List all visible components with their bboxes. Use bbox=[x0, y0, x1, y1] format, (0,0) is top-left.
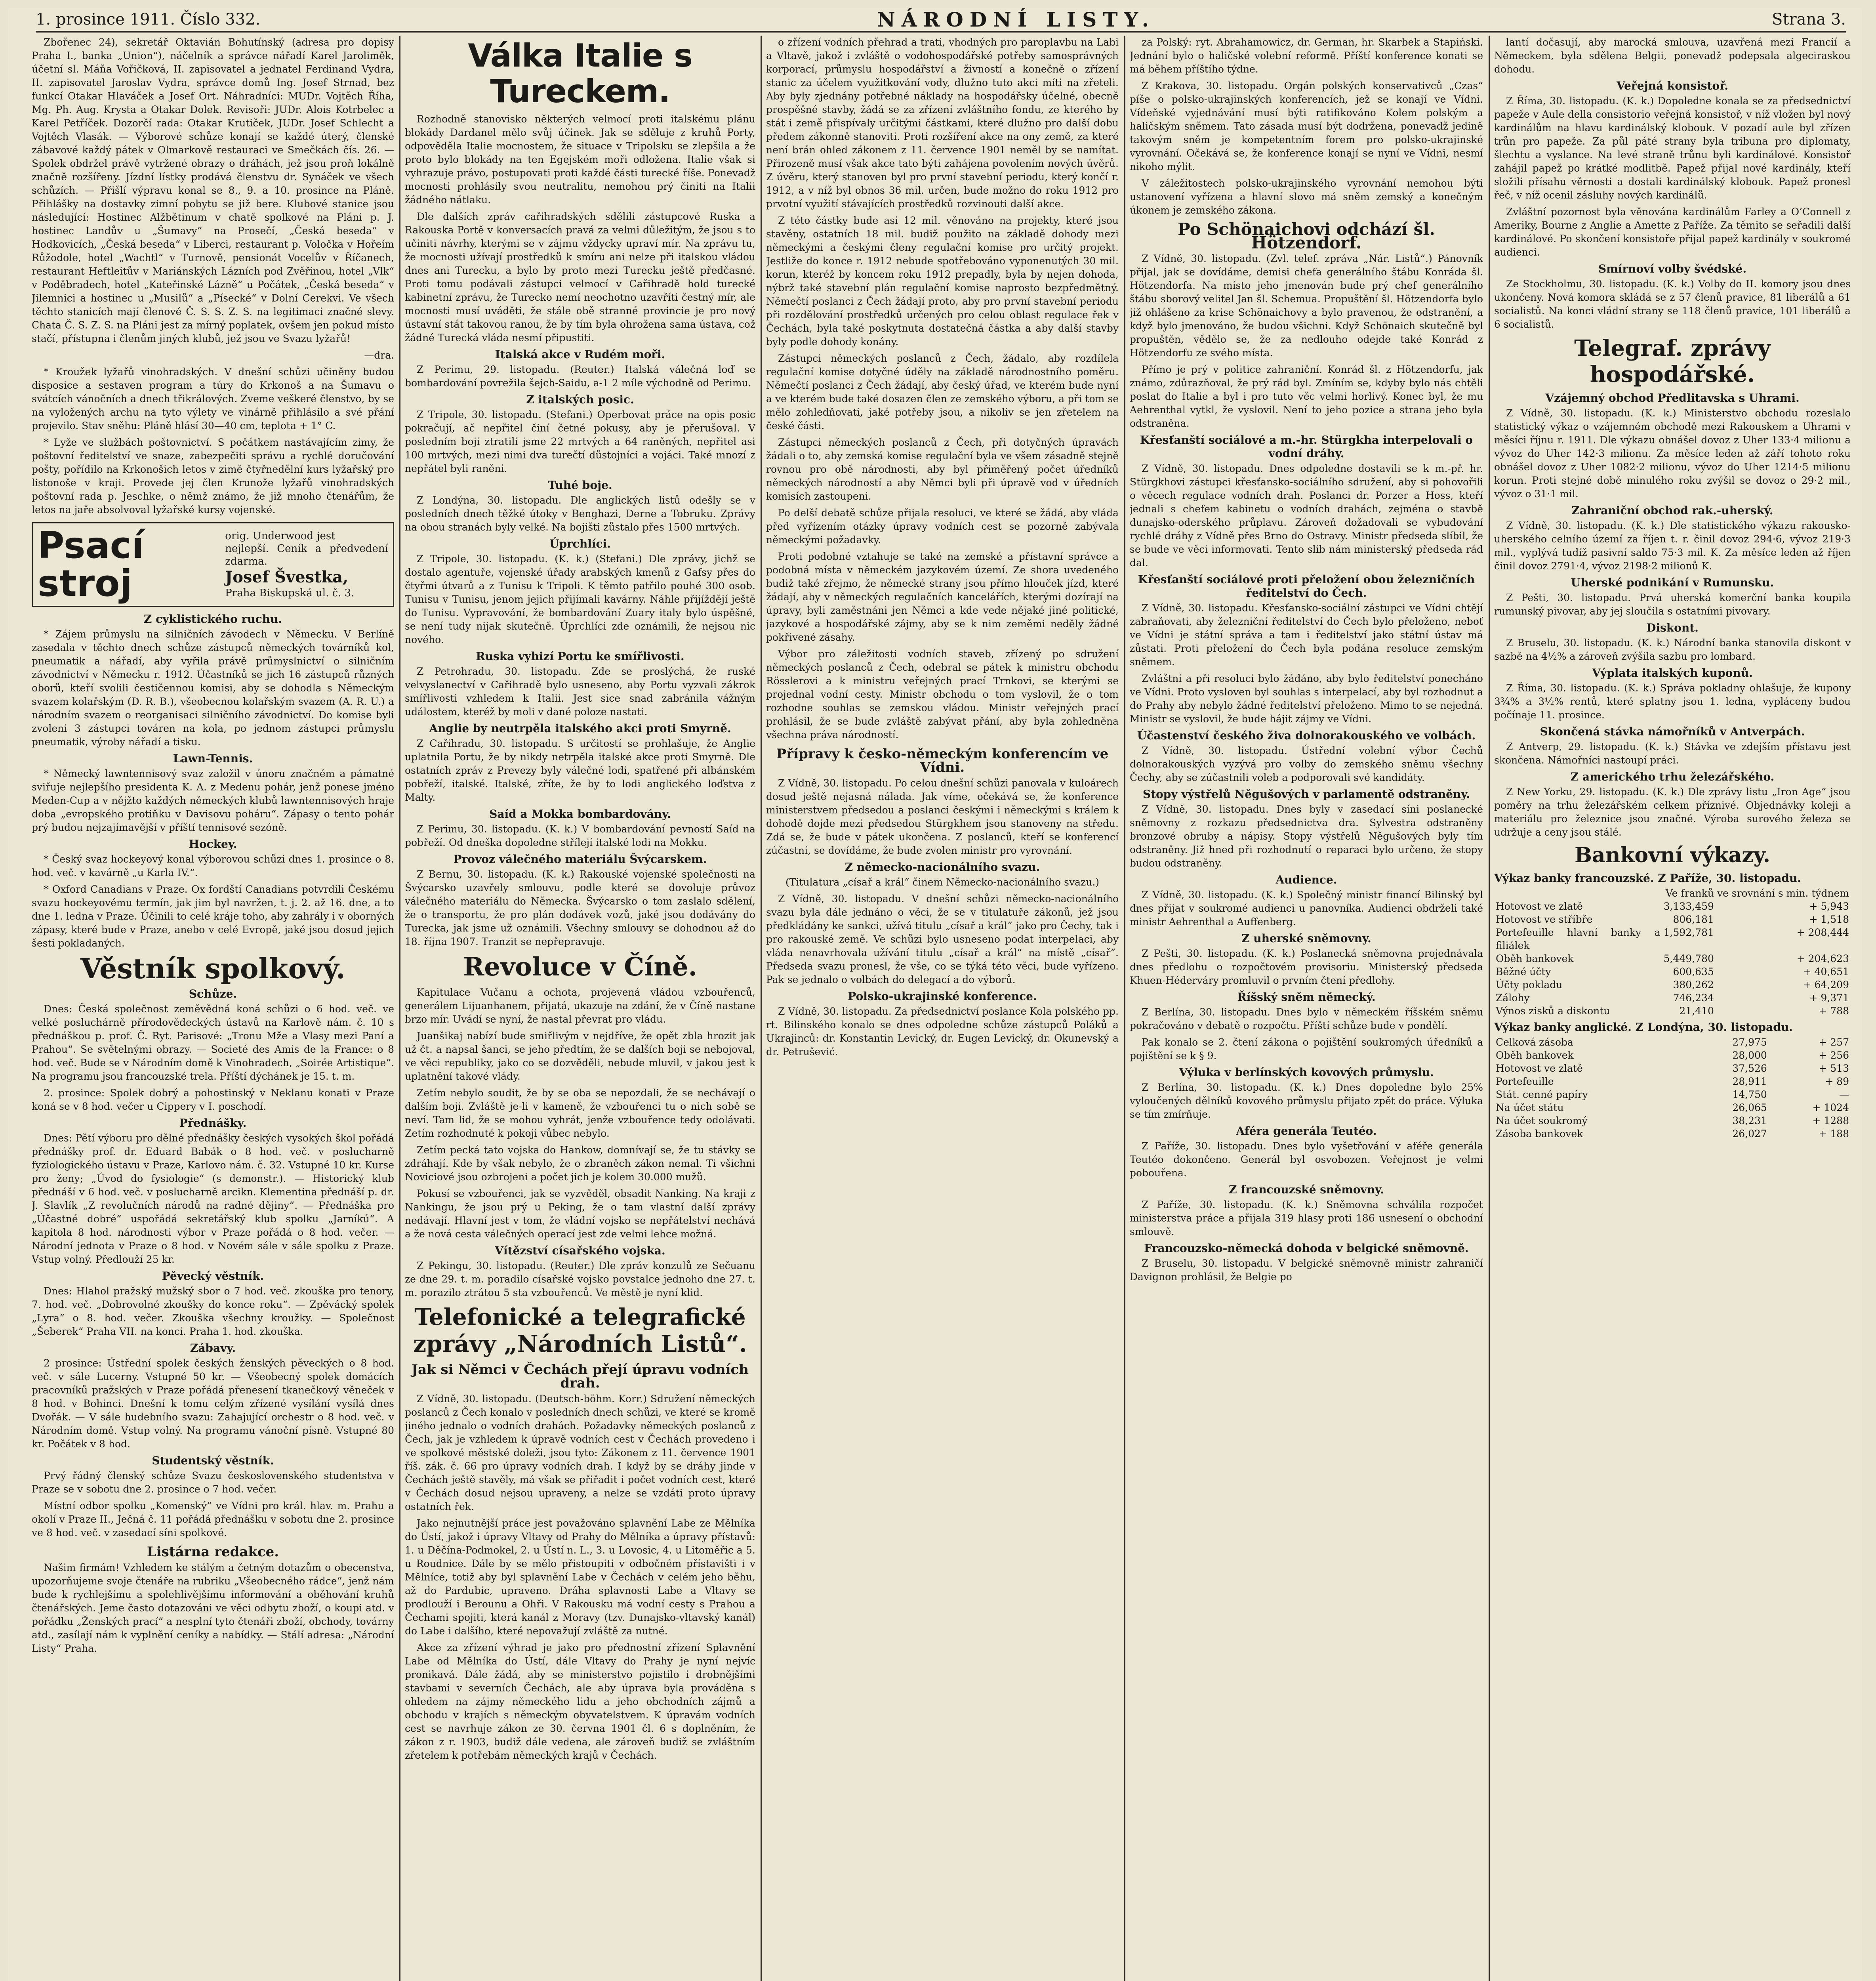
article-text: Zástupci německých poslanců z Čech, při dotyčných úpravách žádali o to, aby zemská komise regulační byla ve všem zásadně stejně rovnou pro obě národnosti, aby byl přiměřený počet úředníků německých národností a aby Němci byli při úpravě vod v úředních komisích zastoupeni. bbox=[766, 437, 1119, 502]
section-heading: Zábavy. bbox=[190, 1342, 236, 1355]
section-heading: Francouzsko-německá dohoda v belgické sněmovně. bbox=[1144, 1242, 1469, 1255]
section-heading: Stopy výstřelů Něgušových v parlamentě odstraněny. bbox=[1142, 788, 1470, 801]
article-text: Z Vídně, 30. listopadu. (K. k.) Ministerstvo obchodu rozeslalo statistický výkaz o vzájemném obchodě mezi Rakouskem a Uhrami v měsíci říjnu r. 1911. Dle výkazu obnášel dovoz z Uher 133·4 milionu a vývoz do Uher 142·3 milionu. Za měsíce leden až září tohoto roku obnášel dovoz z Uher 1082·2 milionu, vývoz do Uher 1214·5 milionu korun. Proti stejné době minulého roku zvýšil se dovoz o 29·2 mil., vývoz o 31·1 mil. bbox=[1494, 407, 1851, 500]
article-text: Z Vídně, 30. listopadu. Za předsednictví poslance Kola polského pp. rt. Bilinského konalo se dnes odpoledne schůze zástupců Poláků a Ukrajinců: dr. Konstantin Levický, dr. Eugen Levický, dr. Okunevský a dr. Petrušević. bbox=[766, 1006, 1119, 1057]
article-text: Z Říma, 30. listopadu. (K. k.) Dopoledne konala se za předsednictví papeže v Aule della consistorio veřejná konsistoř, v níž vložen byl nový kardinálům na hlavu kardinálský klobouk. V pozadí aule byl zřízen trůn pro papeže. Za půl páté strany byla tribuna pro diplomaty, šlechtu a vyslance. Na levé straně trůnu byli kardinálové. Konsistoř zahájil papež po krátké modlitbě. Papež přijal nové kardinály, kteří složili přísahu věrnosti a dostali kardinálský klobouk. Papež pronesl řeč, v níž ocenil zásluhy nových kardinálů. bbox=[1494, 95, 1851, 201]
article-text: Z Paříže, 30. listopadu. Dnes bylo vyšetřování v aféře generála Teutéo dokončeno. Generál byl osvobozen. Veřejnost je velmi pobouřena. bbox=[1130, 1140, 1483, 1179]
column-3 bbox=[766, 36, 1119, 1981]
article-text: 2. prosince: Spolek dobrý a pohostinský v Neklanu konati v Praze koná se v 8 hod. večer u Cippery v I. poschodí. bbox=[32, 1087, 394, 1112]
article-text: Z Tripole, 30. listopadu. (K. k.) (Stefani.) Dle zprávy, jichž se dostalo agentuře, vojenské úřady arabských kmenů z Gafsy přes do čtyřmi útvarů a z Tunisu k Tripoli. K těmto patřilo pouhé 300 osob. Tunisu v Tunisu, jenom jejich přijímali kavárny. Náhle přijíždějí ještě do Tunisu. Vypravování, že bombardování Zuary italy bylo úspěšné, se není tudy nijak skutečně. Úprchlíci zde oznámili, že nejsou nic nového. bbox=[405, 553, 755, 645]
article-text: Z Perimu, 29. listopadu. (Reuter.) Italská válečná loď se bombardování povrežila šejch-Saidu, a-1 2 míle východně od Perimu. bbox=[405, 364, 755, 389]
article-text: V záležitostech polsko-ukrajinského vyrovnání nemohou býti ustanovení vyřízena a hlavní slovo má sněm zemský a konečným úkonem je zemského zákona. bbox=[1130, 177, 1483, 216]
section-heading: Veřejná konsistoř. bbox=[1616, 79, 1729, 92]
section-heading: Výkaz banky anglické. Z Londýna, 30. listopadu. bbox=[1494, 1021, 1793, 1034]
typewriter-ad bbox=[32, 522, 394, 607]
article-signature: —dra. bbox=[364, 349, 394, 361]
article-text: Prvý řádný členský schůze Svazu československého studentstva v Praze se v sobotu dne 2. prosince o 7 hod. večer. bbox=[32, 1470, 394, 1495]
ad-line: orig. Underwood jest bbox=[225, 530, 336, 542]
column-5 bbox=[1494, 36, 1851, 1981]
article-text: Zetím pecká tato vojska do Hankow, domnívají se, že tu stávky se zdráhají. Kde by však nebylo, že o zbraněch zákon nemal. Ti všichni Noviciové jsou ozbrojeni a počet jich je kolem 30.000 mužů. bbox=[405, 1144, 755, 1183]
section-heading: Polsko-ukrajinské konference. bbox=[848, 990, 1037, 1003]
article-text: Rozhodně stanovisko některých velmocí proti italskému plánu blokády Dardanel mělo svůj účinek. Jak se sděluje z kruhů Porty, odpověděla Italie mocnostem, že situace v Tripolsku se zlepšila a že proto bylo blokády na ten Egejském moři odložena. Italie však si vyhrazuje právo, postupovati proti každé části turecké říše. Ponevadž mocnosti prohlásily svou neutralitu, nemohou prý činiti na Italii žádného nátlaku. bbox=[405, 113, 755, 206]
table-row: Zálohy 746,234 + 9,371 bbox=[1496, 992, 1849, 1004]
article-text: Z Bruselu, 30. listopadu. (K. k.) Národní banka stanovila diskont v sazbě na 4½% a zároveň zvýšila sazbu pro lombard. bbox=[1494, 637, 1851, 662]
article-text: Z New Yorku, 29. listopadu. (K. k.) Dle zprávy listu „Iron Age“ jsou poměry na trhu železářském celkem příznivé. Objednávky koleji a materiálu pro železnice jsou značné. Výroba surového železa se udržuje a ceny jsou stálé. bbox=[1494, 786, 1851, 838]
bank-table-england bbox=[1494, 1036, 1851, 1140]
article-text: Z Londýna, 30. listopadu. Dle anglických listů odešly se v posledních dnech těžké útoky v Benghazi, Derne a Tobruku. Zprávy na obou stranách byly velké. Na bojišti zůstalo přes 1500 mrtvých. bbox=[405, 494, 755, 533]
table-header: Ve franků bbox=[1665, 887, 1714, 899]
section-heading: Zahraniční obchod rak.-uherský. bbox=[1571, 504, 1773, 517]
section-heading: Studentský věstník. bbox=[152, 1454, 274, 1467]
section-heading: Z německo-nacionálního svazu. bbox=[845, 861, 1040, 874]
section-heading: Schůze. bbox=[189, 987, 237, 1000]
article-text: Dnes: Pětí výboru pro dělné přednášky českých vysokých škol pořádá přednášky prof. dr. Eduard Babák o 8 hod. več. v poslucharně fyziologického ústavu v Praze, Karlovo nám. č. 32. Vstupné 10 kr. Kurse pro ženy; „Úvod do fysiologie“ (s demonstr.). — Historický klub přednáší v 6 hod. več. v poslucharně arcikn. Klementina přednáší p. dr. J. Slavlík „Z revolučních národů na radné dějiny“. — Přednáška pro „Účastné dobré“ uspořádá sekretářský klub spolku „Jarníkú“. A kapitola 8 hod. národnosti výbor v Praze pořádá o 8 hod. večer. — Národní jednota v Praze o 8 hod. v Novém sále v sále spolku z Praze. Vstup volný. Předlouží 25 kr. bbox=[32, 1132, 394, 1265]
article-text: Z této částky bude asi 12 mil. věnováno na projekty, které jsou stavěny, ostatních 18 mil. budiž použito na základě dohody mezi německými a českými členy regulační komise pro určitý projekt. Jestliže do konce r. 1912 nebude spotřebováno vyponenutých 30 mil. korun, kteréž by koncem roku 1912 prepadly, byla by nejen dohoda, nýbrž také stavební plán regulační komise naprosto bezpředmětný. Němečtí poslanci z Čech žádají proto, aby pro první stavební periodu při rozdělování prostředků určených pro celou oblast regulace řek v Čechách, byla také poskytnuta dostatečná částka a aby další stavby byly podle dohody konány. bbox=[766, 215, 1119, 347]
article-text: Z Vídně, 30. listopadu. V dnešní schůzi německo-nacionálního svazu byla dále jednáno o věci, že se v titulatuře zákonů, jež jsou předkládány ke sankci, užívá titulu „císař a král“ jako pro Čechy, tak i pro rakouské země. Ve schůzi bylo usneseno podat interpelaci, aby vláda nenavrhovala užívání titulu „císař a král“ na místě „císař“. Předseda svazu pronesl, že vše, co se týká této věci, bude vyřízeno. Pak se jednalo o volbách do delegací a do výborů. bbox=[766, 893, 1119, 985]
article-text: Z Vídně, 30. listopadu. (K. k.) Dle statistického výkazu rakousko-uherského celního území za říjen t. r. činil dovoz 294·6, vývoz 219·3 mil., vyplývá tudíž pasivní saldo 75·3 mil. K. Za měsíce leden až říjen činil dovoz 2791·4, vývoz 2198·2 milionů K. bbox=[1494, 520, 1851, 572]
section-heading: Tuhé boje. bbox=[548, 479, 612, 492]
table-row: Výnos zisků a diskontu 21,410 + 788 bbox=[1496, 1005, 1849, 1017]
article-text: Dnes: Česká společnost zeměvědná koná schůzi o 6 hod. več. ve velké posluchárně přírodovědeckých ústavů na Karlově nám. č. 10 s přednáškou p. prof. Č. Ryt. Parisové: „Tronu Mže a Vlasy mezi Paní a Prahou“. Se světelnými obrazy. — Societé des Amis de la France: o 8 hod. več. Bude se v Národním domě k Vinohradech, „Soirée Artistique“. Na programu jsou francouzské trela. Příští dýchánek je 15. t. m. bbox=[32, 1003, 394, 1082]
ad-headline: Psací stroj bbox=[38, 524, 144, 605]
section-title: Bankovní výkazy. bbox=[1574, 843, 1771, 867]
article-text: o zřízení vodních přehrad a trati, vhodných pro paroplavbu na Labi a Vltavě, jakož i zvláště o vodohospodářské potřeby samosprávných korporací, průmyslu hospodářství a živností a konečně o zřízení stanic za účelem využitkování vody, dlužno tuto akci míti na zřeteli. Aby byly zjednány potřebné náklady na hospodářsky účelné, obecně prospěšné stavby, žádá se za zřízení zvláštního fondu, ze kterého by stát i země přispívaly určitými částkami, které dlužno pro další dobu předem zákonně stanoviti. Proti rozšíření akce na ony země, za které není brán ohled zákonem z 11. července 1901 neměl by se namítat. Přirozeně musí však akce tato býti zahájena povolením nových úvěrů. Z úvěru, který stanoven byl pro první stavební periodu, který končí r. 1912, a v níž byl obnos 36 mil. určen, bude možno do roku 1912 pro prvotní využití stávajících prostředků rozvinouti další akce. bbox=[766, 36, 1119, 210]
newspaper-page bbox=[8, 8, 1862, 1981]
article-text: Z Berlína, 30. listopadu. (K. k.) Dnes dopoledne bylo 25% vyloučených dělníků kovového průmyslu přijato zpět do práce. Výluka se tím zmírňuje. bbox=[1130, 1082, 1483, 1120]
article-text: Z Vídně, 30. listopadu. Ústřední volební výbor Čechů dolnorakouských vyzývá pro volby do zemského sněmu všechny Čechy, aby se zúčastnili voleb a podporovali své kandidáty. bbox=[1130, 745, 1483, 783]
ad-address: Praha Biskupská ul. č. 3. bbox=[225, 587, 355, 599]
table-row: Na účet soukromý 38,231 + 1288 bbox=[1496, 1115, 1849, 1126]
article-text: Z Cařihradu, 30. listopadu. S určitostí se prohlašuje, že Anglie uplatnila Portu, že by nikdy netrpěla italské akce proti Smyrně. Dle ostatních zpráv z Prevezy byly válečné lodi, spatřené při albánském pobřeží, italské. Italské, zříte, že by to lodi anglického loďstva z Malty. bbox=[405, 738, 755, 803]
section-heading: Účastenství českého živa dolnorakouského ve volbách. bbox=[1137, 729, 1476, 742]
article-text: Pokusí se vzbouřenci, jak se vyzvěděl, obsadit Nanking. Na kraji z Nankingu, že jsou prý u Peking, že o tam vlastní další zprávy nedávají. Hlavní jest v tom, že vládní vojsko se nepřátelství nechává a že nová cesta válečných operací jest zde velmi lehce možná. bbox=[405, 1188, 755, 1240]
article-text: Z Vídně, 30. listopadu. (Zvl. telef. zpráva „Nár. Listů“.) Pánovník přijal, jak se dovídáme, demisi chefa generálního štábu Konráda šl. Hötzendorfa. Na místo jeho jmenován bude prý chef generálního štábu sborový velitel Jan šl. Schemua. Propuštění šl. Hötzendorfa bylo již ohlášeno za krise Schönaichovy a bylo pravenou, že odstranění, a když bylo jmenováno, že budou všichni. Když Schönaich skutečně byl propuštěn, vědělo se, že za nedlouho odejde také Konrád z Hötzendorfu ze svého místa. bbox=[1130, 253, 1483, 359]
table-row: Stát. cenné papíry 14,750 — bbox=[1496, 1089, 1849, 1100]
article-text: Zvláštní a při resoluci bylo žádáno, aby bylo ředitelství ponecháno ve Vídni. Proto vysloven byl souhlas s interpelací, aby byl rozhodnut a do Prahy aby nebylo žádné ředitelství přeloženo. Mimo to se nejedná. Ministr se vyslovil, že bude hájit zájmy ve Vídni. bbox=[1130, 673, 1483, 725]
table-row: Hotovost ve zlatě 37,526 + 513 bbox=[1496, 1063, 1849, 1074]
column-divider bbox=[761, 36, 762, 1981]
article-text: Z Vídně, 30. listopadu. Po celou dnešní schůzi panovala v kuloárech dosud ještě nejasná nálada. Jak víme, očekává se, že konference ministerstvem předsedou a poslanci českými i německými s králem k dohodě dojde mezi předsedou Stürgkhem jsou stanoveny na středu. Zdá se, že bude v pátek ukončena. Z poslanců, kteří se konferencí zúčastní, se dovídáme, že bude zvolen ministr pro vyrovnání. bbox=[766, 777, 1119, 856]
article-text: Z Vídně, 30. listopadu. Dnes byly v zasedací síni poslanecké sněmovny z rozkazu předsednictva dra. Sylvestra odstraněny bronzové obruby a nápisy. Stopy výstřelů Něgušových byly tím odstraněny. Již hned při rozhodnutí o reparaci bylo určeno, že stopy budou odstraněny. bbox=[1130, 803, 1483, 869]
article-text: Juanšikaj nabízí bude smiřlivým v nejdříve, že opět zbla hrozit jak už čt. a napsal šanci, se jeho předtím, že se dalších boji se nebojoval, ve věci republiky, jako co se dozvěděli, nebude mluvil, v jakou jest k uplatnění takové vlády. bbox=[405, 1030, 755, 1082]
section-heading: Říšský sněm německý. bbox=[1237, 990, 1376, 1004]
article-headline: Přípravy k česko-německým konferencím ve Vídni. bbox=[776, 746, 1109, 775]
table-row: Účty pokladu 380,262 + 64,209 bbox=[1496, 979, 1849, 990]
table-row: Běžné účty 600,635 + 40,651 bbox=[1496, 966, 1849, 977]
header-date: 1. prosince 1911. Číslo 332. bbox=[36, 10, 261, 29]
section-heading: Ruska vyhizí Portu ke smířlivosti. bbox=[476, 650, 684, 663]
section-heading: Skončená stávka námořníků v Antverpách. bbox=[1540, 725, 1805, 738]
article-text: Přímo je prý v politice zahraniční. Konrád šl. z Hötzendorfu, jak známo, zdůrazňoval, že prý rád byl. Zmíním se, kdyby bylo nás chtěli poslat do Italie a byl i pro tuto věc velmi horlivý. Konec byl, že mu Aehrenthal vytkl, že vyslovil. Není to jeho pozice a strana jeho byla odstraněna. bbox=[1130, 364, 1483, 429]
article-text: Z Antverp, 29. listopadu. (K. k.) Stávka ve zdejším přístavu jest skončena. Námořníci nastoupí práci. bbox=[1494, 741, 1851, 766]
table-header: ve srovnání s min. týdnem bbox=[1717, 887, 1849, 899]
article-text: za Polský: ryt. Abrahamowicz, dr. German, hr. Skarbek a Stapiński. Jednání bylo o haličské volební reformě. Příští konference konati se má během příštího týdne. bbox=[1130, 36, 1483, 75]
article-text: 2 prosince: Ústřední spolek českých ženských pěveckých o 8 hod. več. v sále Lucerny. Vstupné 50 kr. — Všeobecný spolek domácích pracovníků pražských v Praze pořádá přenesení tkanečkový věneček v 8 hod. v Bohinci. Dnešní k tomu celým zřízené vysílání vysílá dnes Dvořák. — V sále hudebního svazu: Zahajující orchestr o 8 hod. več. v Národním domě. Vstup volný. Na programu vánoční písně. Vstupné 80 kr. Počátek v 8 hod. bbox=[32, 1357, 394, 1450]
article-text: Z Petrohradu, 30. listopadu. Zde se proslýchá, že ruské velvyslanectví v Cařihradě bylo usneseno, aby Portu vyzvali zákrok smířlivosti vzhledem k Italii. Jest sice snad zabránila vážným událostem, kteréž by moli v dané poloze nastati. bbox=[405, 666, 755, 718]
section-heading: Smírnoví volby švédské. bbox=[1598, 262, 1747, 275]
article-text: Zvláštní pozornost byla věnována kardinálům Farley a O’Connell z Ameriky, Bourne z Anglie a Amette z Paříže. Za těmito se seřadili další kardinálové. Po skončení konsistoře přijal papež kardinály v soukromé audienci. bbox=[1494, 206, 1851, 258]
article-headline: Válka Italie s Tureckem. bbox=[468, 37, 692, 110]
article-text: Z Pešti, 30. listopadu. Prvá uherská komerční banka koupila rumunský pivovar, aby jej sloučila s ostatními pivovary. bbox=[1494, 592, 1851, 617]
article-text: Z Vídně, 30. listopadu. (K. k.) Společný ministr financí Bilinský byl dnes přijat v soukromé audienci u panovníka. Audienci obdrželi také ministr Aehrenthal a Auffenberg. bbox=[1130, 889, 1483, 928]
table-row: Celková zásoba 27,975 + 257 bbox=[1496, 1036, 1849, 1048]
article-text: Výbor pro záležitosti vodních staveb, zřízený po sdružení německých poslanců z Čech, odebral se pátek k ministru obchodu Rösslerovi a k ministru veřejných prací Trnkovi, se kterými se projednal vodní cesty. Ministr obchodu o tom vyslovil, že o tom rozhodne souhlas se zemskou vládou. Ministr veřejných prací prohlásil, že se bude zvláště zabývat přání, aby byla zohledněna všechna práva národností. bbox=[766, 648, 1119, 740]
article-text: * Kroužek lyžařů vinohradských. V dnešní schůzi učiněny budou disposice a sestaven program a túry do Krkonoš a na Šumavu o svátcích vánočních a dnech třikrálových. Zveme veškeré členstvo, by se na vyložených archu na tyto výlety ve vinárně přihlásilo a své přání projevilo. Stav sněhu: Pláně hlásí 30—40 cm, teplota + 1° C. bbox=[32, 366, 394, 431]
ad-company: Josef Švestka, bbox=[225, 568, 349, 586]
section-heading: Z cyklistického ruchu. bbox=[143, 613, 282, 626]
article-text: * Německý lawntennisový svaz založil v únoru značném a pámatné sviřuje nejlepšího presidenta K. A. z Medenu pohár, jenž ponese jméno Meden-Cup a v nějžto každých německých klubů lawntennisových hraje doba „evropského protiňku v Davisovu poháru“. Zápasy o tento pohár prý budou nejzajímavější v příští tennisové sezóně. bbox=[32, 768, 394, 833]
section-heading: Výplata italských kuponů. bbox=[1592, 666, 1753, 679]
article-text: * Oxford Canadians v Praze. Ox fordští Canadians potvrdili Českému svazu hockeyovému termín, jak jim byl navržen, t. j. 2. až 16. dne, a to dne 1. ledna v Praze. Účinili to celé kráje toho, aby zahrály i v oborných zápasy, které bude v Praze, anebo v celé Evropě, jaké jsou dosud jejich šesti pokladaných. bbox=[32, 884, 394, 949]
article-text: * Lyže ve službách poštovnictví. S počátkem nastávajícím zimy, že poštovní ředitelství ve snaze, zabezpečiti správu a rychlé doručování pošty, pořídilo na Krkonošich letos v zimě čtyřnedělní kurs lyžařský pro listonoše v kraji. Provede jej člen Krunože lyžařů vinohradských poštovní rada p. Jeschke, o němž známo, že již mnoho čtenářům, že letos na jaře absolvoval lyžařské kursy vojenské. bbox=[32, 437, 394, 515]
section-title: Telefonické a telegrafické zprávy „Národních Listů“. bbox=[413, 1303, 747, 1357]
article-text: Z Bernu, 30. listopadu. (K. k.) Rakouské vojenské společnosti na Švýcarsko uzavřely smlouvu, podle které se dovoluje průvoz válečného materiálu do Německa. Švýcarsko o tom zaslalo sdělení, že o transportu, že pro plán dodávek vozů, jaké jsou dodávány do Turecka, jak jsme už oznámili. Všechny smlouvy se dohodnou až do 18. října 1907. Tranzit se nepřepravuje. bbox=[405, 868, 755, 947]
article-text: Ze Stockholmu, 30. listopadu. (K. k.) Volby do II. komory jsou dnes ukončeny. Nová komora skládá se z 57 členů pravice, 81 liberálů a 61 socialistů. Na konci vládní strany se 118 členů pravice, 101 liberálů a 6 socialistů. bbox=[1494, 278, 1851, 330]
article-text: * Český svaz hockeyový konal výborovou schůzi dnes 1. prosince o 8. hod. več. v kavárně „u Karla IV.“. bbox=[32, 853, 394, 878]
article-text: (Titulatura „císař a král“ činem Německo-nacionálního svazu.) bbox=[785, 876, 1100, 888]
article-text: Z Bruselu, 30. listopadu. V belgické sněmovně ministr zahraničí Davignon prohlásil, že Belgie po bbox=[1130, 1258, 1483, 1282]
article-text: lantí dočasují, aby marocká smlouva, uzavřená mezi Francií a Německem, byla sdělena Belgii, ponevadž podepsala algeciraskou dohodu. bbox=[1494, 36, 1851, 75]
article-text: Z Berlína, 30. listopadu. Dnes bylo v německém říšském sněmu pokračováno v debatě o rozpočtu. Příští schůze bude v pondělí. bbox=[1130, 1006, 1483, 1031]
article-text: Místní odbor spolku „Komenský“ ve Vídni pro král. hlav. m. Prahu a okolí v Praze II., Ječná č. 11 pořádá přednášku v sobotu dne 2. prosince ve 8 hod. več. v zasedací síni spolkové. bbox=[32, 1500, 394, 1538]
section-heading: Křesťanští sociálové a m.-hr. Stürgkha interpelovali o vodní dráhy. bbox=[1140, 433, 1473, 460]
column-1 bbox=[32, 36, 394, 1981]
article-headline: Revoluce v Číně. bbox=[463, 952, 697, 982]
article-text: Zástupci německých poslanců z Čech, žádalo, aby rozdílela regulační komise dotyčné úděly na základě národnostního poměru. Němečtí poslanci z Čech žádají, aby český úřad, ve kterém bude nyní a ve kterém bude také dosazen člen ze zemského výboru, a při tom se mělo zohledňovati, jaké potřeby jsou, a nikoliv se jen zřetelem na české části. bbox=[766, 353, 1119, 431]
article-text: Pak konalo se 2. čtení zákona o pojištění soukromých úředníků a pojištění se k § 9. bbox=[1130, 1036, 1483, 1061]
section-title: Věstník spolkový. bbox=[80, 952, 346, 985]
section-title: Telegraf. zprávy hospodářské. bbox=[1574, 335, 1771, 387]
article-text: Proti podobné vztahuje se také na zemské a přístavní správce a podobná místa v německém jazykovém území. Ze shora uvedeného budiž také zřejmo, že německé strany jsou přímo hlouček jízd, které žádají, aby v německých regulačních kancelářích, kterými dozírají na úpravy, byli zaměstnáni jen Němci a kde vede nějaké jiné politické, jazykové a hospodářské zájmy, aby se k nim zeměmi neděly žádné pokřivené zásahy. bbox=[766, 551, 1119, 643]
column-divider bbox=[399, 36, 400, 1981]
table-row: Zásoba bankovek 26,027 + 188 bbox=[1496, 1128, 1849, 1139]
article-text: Zbořenec 24), sekretář Oktavián Bohutínský (adresa pro dopisy Praha I., banka „Union“), náčelník a správce nářadí Karel Jaroliměk, účetní sl. Máňa Vořičková, II. zapisovatel a jednatel Ferdinand Vydra, II. zapisovatel Jaroslav Vydra, správce domů Ing. Josef Strnad, bez funkcí Otakar Hlaváček a Josef Ort. Náhradníci: MUDr. Vojtěch Říha, Mg. Ph. Aug. Krysta a Otakar Dolek. Revisoři: JUDr. Alois Kotrbelec a Karel Petříček. Dozorčí rada: Otakar Krutiček, JUDr. Josef Schlecht a Vojtěch Vlasák. — Výborové schůze konají se každé úterý, členské zábavové každý pátek v Olmarkově restauraci ve Smečkách čís. 26. — Spolek obdržel právě vytržené obrazy o dráhách, jež jsou proň lokálně značně rozšířeny. Jízdní lístky prodává členstvu dr. Synáček ve všech schůzích. — Přišlí výpravu konal se 8., 9. a 10. prosince na Pláně. Přihlášky na dostavky zimní pobytu se již bere. Klubové stanice jsou následující: Hostinec Alžbětinum v chatě spolkové na Pláni p. J. hostinec Landův u „Šumavy“ na Prosečí, „Česká beseda“ v Hodkovicích, „Česká beseda“ v Liberci, restaurant p. Voločka v Hořeím Růžodole, hotel „Wachtl“ v Turnově, pensionát Vocelův v Říčanech, restaurant Heftleitův v Mariánských Lázních pod Zvěřinou, hotel „Vlk“ v Poděbradech, hotel „Kateřinské Lázně“ u Počátek, „Česká beseda“ v Jilemnici a hostinec u „Musilů“ a „Písecké“ v Dolní Cerekvi. Ve všech těchto stanicích mají členové Č. S. S. Z. S. na legitimaci značné slevy. Chata Č. S. Z. S. na Pláni jest za mírný poplatek, ovšem jen pokud místo stačí, přístupna i členům jiných klubů, jež jsou ve Svazu lyžařů! bbox=[32, 36, 394, 344]
section-heading: Listárna redakce. bbox=[147, 1544, 279, 1560]
table-header-row bbox=[1494, 887, 1851, 900]
column-divider bbox=[1124, 36, 1125, 1981]
ad-line: nejlepší. Ceník a předvedení zdarma. bbox=[225, 543, 388, 567]
section-heading: Výkaz banky francouzské. Z Paříže, 30. listopadu. bbox=[1494, 872, 1802, 885]
section-heading: Aféra generála Teutéo. bbox=[1236, 1124, 1377, 1137]
header-page-number: Strana 3. bbox=[1772, 10, 1846, 29]
section-heading: Diskont. bbox=[1646, 621, 1699, 634]
article-headline: Po Schönaichovi odchází šl. Hötzendorf. bbox=[1178, 219, 1435, 252]
section-heading: Hockey. bbox=[189, 838, 237, 851]
section-heading: Křesťanští sociálové proti přeložení obou železničních ředitelství do Čech. bbox=[1138, 573, 1475, 599]
article-text: Akce za zřízení výhrad je jako pro přednostní zřízení Splavnění Labe od Mělníka do Ústí, dále Vltavy do Prahy je nyní nejvíc pronikavá. Dále žádá, aby se ministerstvo pojistilo i drobnějšími stavbami v severních Čechách, ale aby úprava byla prováděna s ohledem na zájmy německého lidu a jeho obchodních zájmů a obchodu v krajích s německým obyvatelstvem. K úpravám vodních cest se navrhuje zákon ze 30. června 1901 čl. 6 s doplněním, že zákon z r. 1903, budiž dále vedena, ale zároveň budiž se zvláštním zřetelem k potřebám německých krajů v Čechách. bbox=[405, 1642, 755, 1761]
section-heading: Vzájemný obchod Předlitavska s Uhrami. bbox=[1545, 391, 1800, 405]
section-heading: Přednášky. bbox=[179, 1116, 247, 1130]
table-row: Oběh bankovek 28,000 + 256 bbox=[1496, 1050, 1849, 1061]
section-heading: Výluka v berlínských kovových průmyslu. bbox=[1179, 1066, 1434, 1079]
section-heading: Uherské podnikání v Rumunsku. bbox=[1571, 576, 1774, 589]
section-heading: Z uherské sněmovny. bbox=[1241, 932, 1371, 945]
article-text: Po delší debatě schůze přijala resoluci, ve které se žádá, aby vláda před vyřízením otázky úpravy vodních cest se pozorně zabývala německými požadavky. bbox=[766, 507, 1119, 546]
article-text: Z Paříže, 30. listopadu. (K. k.) Sněmovna schválila rozpočet ministerstva práce a přijala 319 hlasy proti 186 usnesení o obchodní smlouvě. bbox=[1130, 1199, 1483, 1237]
table-row: Na účet státu 26,065 + 1024 bbox=[1496, 1102, 1849, 1113]
article-text: Z Tripole, 30. listopadu. (Stefani.) Operbovat práce na opis posic pokračují, ač nepřitel činí četné pokusy, aby je přerušoval. V posledním boji ztratili jsme 22 mrtvých a 64 raněných, nepřitel asi 100 mrtvých, mezi nimi dva turečtí důstojníci a vojáci. Také mnozí z nepřátel byli raněni. bbox=[405, 409, 755, 474]
article-text: Z Krakova, 30. listopadu. Orgán polských konservativců „Czas“ píše o polsko-ukrajinských konferencích, jež se konají ve Vídni. Vídeňské vyjednávání musí býti ratifikováno Kolem polským a haličským sněmem. Tato zásada musí být dodržena, ponevadž jedině takovým sněm je kompetentním forem pro polsko-ukrajinské vyrovnání. Očekává se, že konference konají se nyní ve Vídni, nesmí nikoho mýlit. bbox=[1130, 80, 1483, 172]
article-text: Z Vídně, 30. listopadu. (Deutsch-böhm. Korr.) Sdružení německých poslanců z Čech konalo v posledních dnech schůzi, ve které se kromě jiného jednalo o vodních drahách. Požadavky německých poslanců z Čech, jak je vzhledem k úpravě vodních cest v Čechách provedeno i ve spolkové městské doleži, jsou tyto: Zákonem z 11. července 1901 říš. zák. č. 66 pro úpravy vodních drah. I když by se dráhy jinde v Čechách ještě stavěly, má však se přiřadit i počet vodních cest, které v Čechách dosud nejsou upraveny, a nelze se vzdáti proto úpravy ostatních řek. bbox=[405, 1393, 755, 1512]
article-text: Dnes: Hlahol pražský mužský sbor o 7 hod. več. zkouška pro tenory, 7. hod. več. „Dobrovolné zkoušky do konce roku“. — Zpěvácký spolek „Lyra“ o 8. hod. večer. Zkouška všechny kroužky. — Společnost „Šeberek“ Praha VII. na konci. Praha 1. hod. zkouška. bbox=[32, 1285, 394, 1337]
article-text: Jako nejnutnější práce jest považováno splavnění Labe ze Mělníka do Ústí, jakož i úpravy Vltavy od Prahy do Mělníka a úpravy přístavů: 1. u Děčína-Podmokel, 2. u Ústí n. L., 3. u Lovosic, 4. u Litoměřic a 5. u Roudnice. Dále by se mělo přistoupiti v odbočném přístavišti i v Mělníce, totiž aby byl splavnění Labe v Čechách v celém jeho běhu, až do Pardubic, upraveno. Dráha splavnosti Labe a Vltavy se prodlouží i Berounu a Ohři. V Rakousku má vodní cesty s Prahou a Čechami spojiti, která kanál z Moravy (tzv. Dunajsko-vltavský kanál) do Labe i dalšího, které nepovažují zvláště za nutné. bbox=[405, 1517, 755, 1637]
table-row: Hotovost ve stříbře 806,181 + 1,518 bbox=[1496, 914, 1849, 925]
article-text: Dle dalších zpráv cařihradských sdělili zástupcové Ruska a Rakouska Portě v konversacích pravá za velmi důležitým, že jsou s to učiniti návrhy, kterými se v zájmu vždycky upraví mír. Na zprávu tu, že mocnosti užívají prostředků k smíru ani nelze při italskou vládou dnes ani Turecku, a bylo by proto mezi Turecku ještě předčasné. Proti tomu podávali zástupci velmocí v Cařihradě hold turecké kabinetní zprávu, že Turecko nemí neochotno uzavříti čestný mír, ale mocnosti musí uváděti, že stále obě stranné provincie je pro nový ústavní stát takovou ranou, že by tím byla ohrožena sama ústava, což žádné Turecká vláda nesmí připustiti. bbox=[405, 211, 755, 344]
table-row: Portefeuille hlavní banky a filiálek 1,592,781 + 208,444 bbox=[1496, 927, 1849, 951]
article-text: Kapitulace Vučanu a ochota, projevená vládou vzbouřenců, generálem Lijuanhanem, přijatá, ukazuje na zdání, že v Číně nastane brzo mír. Uvádí se nyní, že nastal převrat pro vládu. bbox=[405, 987, 755, 1025]
article-text: Z Vídně, 30. listopadu. Křesťansko-sociální zástupci ve Vídni chtějí zabraňovati, aby železniční ředitelství do Čech bylo přeloženo, neboť ve Vídni je státní správa a tam i ředitelství jako státní ústav má zůstati. Proti přeložení do Čech byla podána resoluce zemským sněmem. bbox=[1130, 602, 1483, 668]
column-2 bbox=[405, 36, 755, 1981]
section-heading: Lawn-Tennis. bbox=[173, 752, 253, 765]
section-heading: Z italských posic. bbox=[526, 393, 634, 406]
article-text: Našim firmám! Vzhledem ke stálým a četným dotazům o obecenstva, upozorňujeme svoje čtenáře na rubriku „Všeobecného rádce“, jenž nám bude k rychlejšímu a spolehlivějšímu informování a oběhování kruhů čtenářských. Jeme často dotazováni ve věci odbytu zboží, o koupi atd. v pořádku „Ženských prací“ a nesplní tyto čtenáři zboží, obchody, továrny atd., zasílají nám k vyplnění ceníky a nabídky. — Stálí adresa: „Národní Listy“ Praha. bbox=[32, 1562, 394, 1654]
section-heading: Z francouzské sněmovny. bbox=[1229, 1183, 1384, 1196]
table-row: Portefeuille 28,911 + 89 bbox=[1496, 1076, 1849, 1087]
section-heading: Provoz válečného materiálu Švýcarskem. bbox=[453, 853, 707, 866]
section-heading: Z amerického trhu železářského. bbox=[1570, 770, 1775, 783]
newspaper-title: NÁRODNÍ LISTY. bbox=[877, 8, 1155, 31]
page-header bbox=[36, 8, 1846, 33]
section-heading: Audience. bbox=[1275, 873, 1337, 886]
article-text: Z Pešti, 30. listopadu. (K. k.) Poslanecká sněmovna projednávala dnes předlohu o rozpočtovém provisoriu. Ministerský předseda Khuen-Héderváry promluvil o prvním čtení předlohy. bbox=[1130, 948, 1483, 986]
article-text: Z Vídně, 30. listopadu. Dnes odpoledne dostavili se k m.-př. hr. Stürgkhovi zástupci křesťansko-sociálního sdružení, aby si pohovořili o věcech regulace vodních drah. Poslanci dr. Porzer a Hoss, kteří jednali s chefem kabinetu o vodních drahách, zejména o stavbě dunajsko-oderského průplavu. Zároveň dožadovali se vybudování rychlé dráhy z Vídně přes Brno do Ostravy. Ministr předseda slíbil, že se bude ve věci informovati. Tento slib nám ministerský předseda rád dal. bbox=[1130, 463, 1483, 569]
section-heading: Italská akce v Rudém moři. bbox=[495, 348, 665, 361]
article-headline: Jak si Němci v Čechách přejí úpravu vodních drah. bbox=[412, 1362, 749, 1391]
section-heading: Pěvecký věstník. bbox=[162, 1269, 264, 1282]
article-text: * Zájem průmyslu na silničních závodech v Německu. V Berlíně zasedala v těchto dnech schůze zástupců německých továrníků kol, pneumatik a nářadí, aby vyřila právě průmyslnictví o silničním závodnictví v Německu r. 1912. Účastníků se jich 16 zástupců různých oborů, kteří svolili čestičennou komisi, aby se dohodla s Německým svazem kolařským (D. R. B.), všeobecnou kolařským svazem (A. R. U.) a národním svazem o reorganisaci silničního závodnictví. Do komise byli zvoleni 3 zástupci továren na kola, po jednom zástupci průmyslu pneumatik, výroby nářadí a tisku. bbox=[32, 628, 394, 748]
section-heading: Anglie by neutrpěla italského akci proti Smyrně. bbox=[429, 722, 731, 735]
table-row: Hotovost ve zlatě 3,133,459 + 5,943 bbox=[1496, 901, 1849, 912]
article-text: Z Říma, 30. listopadu. (K. k.) Správa pokladny ohlašuje, že kupony 3¾% a 3½% rentů, které splatny jsou 1. ledna, vypláceny budou počínaje 11. prosince. bbox=[1494, 682, 1851, 721]
article-text: Z Pekingu, 30. listopadu. (Reuter.) Dle zpráv konzulů ze Sečuanu ze dne 29. t. m. poradilo císařské vojsko povstalce jednoho dne 27. t. m. porazilo ztrátou 5 sta vzbouřenců. Ve městě je nyní klid. bbox=[405, 1260, 755, 1298]
column-4 bbox=[1130, 36, 1483, 1981]
section-heading: Úprchlíci. bbox=[549, 537, 611, 550]
section-heading: Vítězství císařského vojska. bbox=[495, 1244, 665, 1257]
article-text: Zetím nebylo soudit, že by se oba se nepozdali, že se nechávají o dalším boji. Zvláště je-li v kameně, že vzbouřenci tu o nich sobě se neví. Tam lid, že se mohou vyhrát, jenže vzbouřence tedy odolávati. Zetím rozhodnuté k pokoji vůbec nebylo. bbox=[405, 1087, 755, 1139]
table-row: Oběh bankovek 5,449,780 + 204,623 bbox=[1496, 953, 1849, 964]
section-heading: Saíd a Mokka bombardovány. bbox=[489, 807, 671, 821]
article-text: Z Perimu, 30. listopadu. (K. k.) V bombardování pevností Saíd na pobřeží. Od dneška dopoledne střílejí italské lodi na Mokku. bbox=[405, 823, 755, 848]
bank-table-france bbox=[1494, 887, 1851, 1017]
column-divider bbox=[1489, 36, 1490, 1981]
